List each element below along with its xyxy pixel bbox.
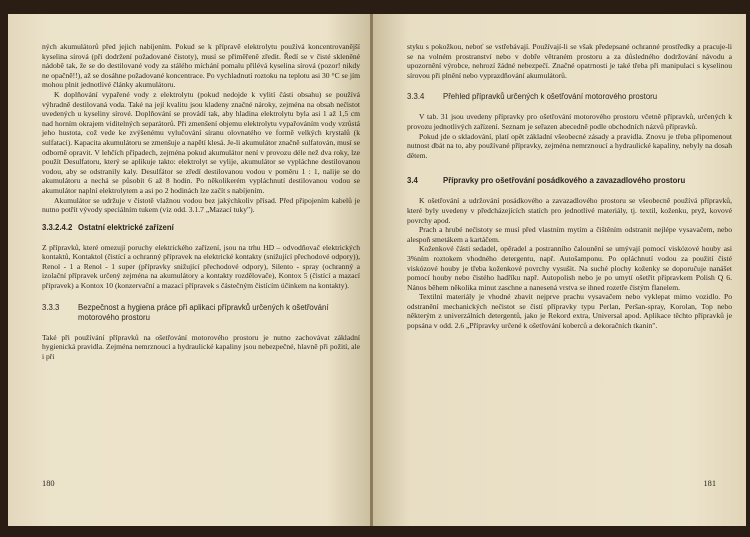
- section-title: Bezpečnost a hygiena práce při aplikaci přípravků určených k ošetřování motorového prostoru: [78, 302, 329, 322]
- paragraph: Pokud jde o skladování, platí opět základní všeobecné zásady a pravidla. Znovu je třeba připomenout nutnost dbát na to, aby používané přípravky, zejména nemrznoucí a hydraulické kapaliny, nebyly na dosah dětem.: [407, 131, 732, 160]
- paragraph: K doplňování vypařené vody z elektrolytu (pokud nedojde k vylití části obsahu) se používá výhradně destilovaná voda. Také na její kvalitu jsou kladeny značné nároky, zejména na obsah nečistot uvedených u kyseliny sírové. Doplňování se provádí tak, aby hladina elektrolytu byla asi 1 až 1,5 cm nad horním okrajem viditelných separátorů. Při zmenšení objemu elektrolytu vypařováním vody vzrůstá jeho hustota, což vede ke zvýšenému vylučování síranu olovnatého ve formě velkých krystalů (k sulfataci). Kapacita akumulátoru se zmenšuje a napětí klesá. Je-li akumulátor značně sulfatován, musí se odborně opravit. V lehčích případech, zejména pokud akumulátor není v provozu déle než dva roky, lze použít Desulfatoru, který se aplikuje takto: elektrolyt se vylije, akumulátor se vypláchne destilovanou vodou, aby se odstranily kaly. Desulfátor se zředí destilovanou vodou v poměru 1 : 1, nalije se do akumulátoru a nechá se působit 6 až 8 hodin. Po několikerém vypláchnutí destilovanou vodou se akumulátor naplní elektrolytem a asi po 2 hodinách lze začít s nabíjením.: [42, 89, 360, 195]
- section-number: 3.3.2.4.2: [42, 222, 73, 232]
- paragraph: K ošetřování a udržování posádkového a zavazadlového prostoru se všeobecně používá přípravků, které byly uvedeny v předcházejících statích pro jednotlivé materiály, tj. textil, koženku, pryž, kovové povrchy apod.: [407, 196, 732, 225]
- section-heading: [42, 303, 360, 323]
- paragraph: Koženkové části sedadel, opěradel a postranního čalounění se umývají pomocí viskózové houby asi 3%ním roztokem vhodného detergentu, např. Autošamponu. Po opláchnutí vodou za použití čisté viskózové houby je třeba koženkové povrchy vysušit. Na suché plochy koženky se doporučuje nanášet pomocí houby nebo čistého hadříku např. Autopolish nebo je po umytí ošetřit přípravkem Polish Q 6. Nános během několika minut zaschne a nanesená vrstva se ihned rozetře čistým flanelem.: [407, 244, 732, 292]
- paragraph: Textilní materiály je vhodné zbavit nejprve prachu vysavačem nebo vyklepat mimo vozidlo. Po odstranění mechanických nečistot se čistí přípravky typu Perlan, Peršan-spray, Korolan, Top nebo některým z univerzálních detergentů, jako je Rekord extra, Universal apod. Aplikace těchto přípravků je popsána v odd. 2.6 „Přípravky určené k ošetřování koberců a dekoračních tkanin".: [407, 292, 732, 331]
- paragraph: ných akumulátorů před jejich nabíjením. Pokud se k přípravě elektrolytu používá koncentrovanější kyselina sírová (při dodržení požadované čistoty), musí se přiměřeně zředit. Ředí se v čisté skleněné nádobě tak, že se do destilované vody za stálého míchání pomalu přilévá kyselina sírová (pozor! nikdy ne opačně!!), až se dosáhne požadované koncentrace. Po vychladnutí roztoku na teplotu asi 30 °C se jím mohou plnit jednotlivé články akumulátoru.: [42, 42, 360, 90]
- paragraph: Akumulátor se udržuje v čistotě vlažnou vodou bez jakýchkoliv přísad. Před připojením kabelů je nutno potřít vývody speciálním tukem (viz odd. 3.1.7 „Mazací tuky").: [42, 195, 360, 215]
- section-heading: [407, 92, 732, 102]
- paragraph: Prach a hrubé nečistoty se musí před vlastním mytím a čištěním odstranit nejlépe vysavačem, nebo alespoň smetákem a kartáčem.: [407, 225, 732, 244]
- section-number: 3.3.4: [407, 92, 425, 102]
- section-title: Ostatní elektrické zařízení: [78, 222, 174, 232]
- paragraph: styku s pokožkou, neboť se vstřebávají. Používají-li se však předepsané ochranné prostředky a pracuje-li se na volném prostranství nebo v dobře větraném prostoru a za důsledného dodržování návodu a upozornění výrobce, nehrozí žádné nebezpečí. Značné opatrnosti je také třeba při manipulaci s kyselinou sírovou při plnění nebo vyprazdňování akumulátorů.: [407, 42, 732, 80]
- section-heading: [42, 223, 360, 233]
- paragraph: V tab. 31 jsou uvedeny přípravky pro ošetřování motorového prostoru včetně přípravků, určených k provozu jednotlivých zařízení. Seznam je seřazen abecedně podle obchodních názvů přípravků.: [407, 112, 732, 131]
- page-number: 180: [42, 479, 55, 488]
- section-title: Přípravky pro ošetřování posádkového a zavazadlového prostoru: [443, 176, 686, 186]
- page-number: 181: [703, 479, 716, 488]
- left-page: [8, 14, 370, 526]
- right-page: [373, 14, 746, 526]
- paragraph: Také při používání přípravků na ošetřování motorového prostoru je nutno zachovávat základní hygienická pravidla. Zejména nemrznoucí a hydraulické kapaliny jsou nebezpečné, hlavně při požití, ale i při: [42, 332, 360, 361]
- section-number: 3.3.3: [42, 302, 60, 312]
- section-number: 3.4: [407, 176, 418, 186]
- section-title: Přehled přípravků určených k ošetřování motorového prostoru: [443, 92, 658, 102]
- paragraph: Z přípravků, které omezují poruchy elektrického zařízení, jsou na trhu HD – odvodňovač elektrických kontaktů, Kontaktol (čistící a ochranný přípravek na elektrické kontakty (snižující přechodové odpory)), Renol - 1 a Renol - 1 super (přípravky snižující přechodové odpory), Silento - spray (ochranný a izolační přípravek určený zejména na akumulátory a kontakty rozdělovače), Kontox 5 (čistící a mazací přípravek) a Kontox 10 (konzervační a mazací přípravek s částečným čistícím účinkem na kontakty).: [42, 242, 360, 291]
- book-spread: [8, 14, 746, 526]
- section-heading: [407, 176, 732, 186]
